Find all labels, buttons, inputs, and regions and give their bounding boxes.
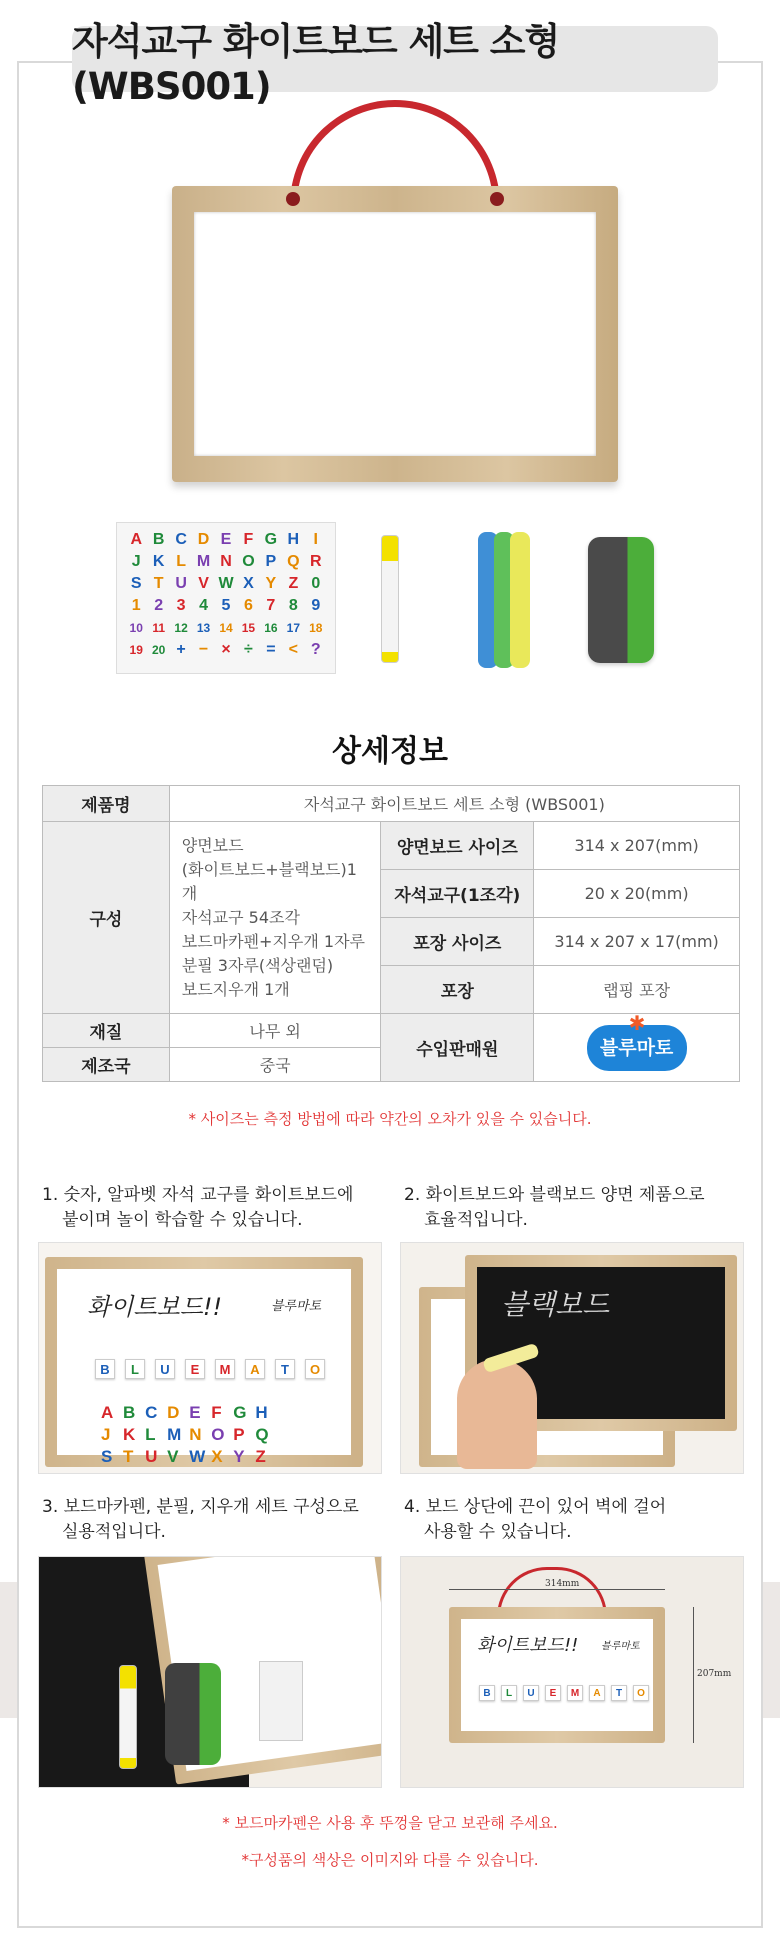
letter-tile: U [523,1685,539,1701]
letter-magnet: V [198,575,209,592]
letter-magnet: S [101,1447,113,1466]
letter-magnet: − [198,641,209,658]
letter-magnet: Z [288,575,299,592]
letter-magnet: T [123,1447,134,1466]
letter-magnet: 10 [129,621,143,635]
letter-magnet: H [287,531,300,548]
letter-magnet: 8 [288,597,298,614]
package-size-value: 314 x 207 x 17(mm) [534,918,740,966]
photo4-tiles [479,1685,649,1701]
letter-magnet: 5 [221,597,231,614]
photo1-tiles [95,1359,325,1379]
feature-2-line1: 2. 화이트보드와 블랙보드 양면 제품으로 [404,1185,705,1205]
product-name-value: 자석교구 화이트보드 세트 소형 (WBS001) [169,786,739,822]
eraser-image [588,537,654,663]
side-band-left [0,1582,17,1718]
photo3-marker [119,1665,137,1769]
letter-magnet: D [197,531,210,548]
letter-tile: L [125,1359,145,1379]
composition-item: 자석교구 54조각 [181,907,300,927]
whiteboard-surface [194,212,596,456]
photo4-handwriting: 화이트보드!! [477,1635,579,1656]
letter-magnet: M [196,553,211,570]
letter-magnet: + [176,641,186,658]
letter-tile: B [95,1359,115,1379]
letter-magnet: G [264,531,278,548]
letter-tile: M [215,1359,235,1379]
letter-tile: T [275,1359,295,1379]
composition-item: 보드지우개 1개 [181,979,290,999]
width-dimension-line [449,1589,665,1590]
photo1-handwriting: 화이트보드!! [87,1293,223,1321]
letter-magnet: B [123,1403,136,1422]
composition-item: 보드마카펜+지우개 1자루 [181,931,365,951]
letter-magnet: 11 [152,621,165,635]
photo2-chalk-text: 블랙보드 [501,1288,610,1321]
photo-blackboard [400,1242,744,1474]
letter-magnet: E [189,1403,201,1422]
magnet-size-label: 자석교구(1조각) [381,870,534,918]
material-value: 나무 외 [169,1014,381,1048]
chalk-yellow [510,532,530,668]
letter-magnet: 19 [129,643,143,657]
composition-item: (화이트보드+블랙보드)1개 [181,859,357,903]
letter-magnet: C [145,1403,158,1422]
letter-magnet: 12 [174,621,188,635]
hand-image [457,1359,537,1469]
composition-item: 양면보드 [181,835,244,855]
composition-label: 구성 [43,822,170,1014]
letter-magnet: 20 [151,643,166,657]
letter-magnet: 18 [309,621,323,635]
feature-2 [404,1183,705,1233]
letter-magnet: < [288,641,298,658]
feature-3 [42,1495,359,1545]
package-label: 포장 [381,966,534,1014]
letter-magnet: 17 [286,621,300,635]
letter-magnet: 9 [311,597,321,614]
letter-magnet: F [211,1403,222,1422]
frame-top-right [717,61,763,63]
importer-cell [534,1010,740,1082]
feature-1 [42,1183,353,1233]
letter-magnet: 4 [199,597,208,614]
letter-magnet: U [175,575,187,592]
letter-magnet: W [218,575,234,592]
letter-magnet: F [243,531,254,548]
letter-magnet: 2 [154,597,164,614]
color-note: *구성품의 색상은 이미지와 다를 수 있습니다. [241,1851,539,1869]
letter-magnet: S [130,575,142,592]
photo4-stamp: 블루마토 [601,1641,640,1652]
letter-magnet: L [145,1425,156,1444]
letter-magnet: Q [255,1425,269,1444]
photo3-eraser [165,1663,221,1765]
letter-magnet: ? [310,641,321,658]
letter-magnet: W [189,1447,206,1466]
letter-magnet: N [220,553,232,570]
magnet-letter-board [116,522,336,674]
photo-accessories [38,1556,382,1788]
feature-1-line2: 붙이며 놀이 학습할 수 있습니다. [62,1210,303,1230]
letter-magnet: U [145,1447,158,1466]
letter-magnet: P [265,553,277,570]
side-band-right [763,1582,780,1718]
photo1-stamp: 블루마토 [271,1299,322,1314]
letter-magnet: D [167,1403,180,1422]
letter-tile: E [545,1685,561,1701]
height-dimension-label: 207mm [697,1669,732,1679]
letter-tile: E [185,1359,205,1379]
marker-care-note: * 보드마카펜은 사용 후 뚜껑을 닫고 보관해 주세요. [222,1814,558,1832]
letter-magnet: P [233,1425,245,1444]
letter-magnet: J [101,1425,111,1444]
material-label: 재질 [43,1014,170,1048]
board-size-label: 양면보드 사이즈 [381,822,534,870]
letter-magnet: × [221,641,231,658]
letter-tile: A [245,1359,265,1379]
composition-list [169,822,381,1014]
feature-3-line1: 3. 보드마카펜, 분필, 지우개 세트 구성으로 [42,1497,359,1517]
star-icon: ✱ [628,1010,646,1035]
size-note: * 사이즈는 측정 방법에 따라 약간의 오차가 있을 수 있습니다. [188,1110,592,1128]
magnet-size-value: 20 x 20(mm) [534,870,740,918]
rope-knot-left [286,192,300,206]
letter-magnet: V [167,1447,179,1466]
letter-magnet: N [189,1425,202,1444]
marker-pen-image [381,535,399,663]
photo4-board [449,1607,665,1743]
letter-tile: M [567,1685,583,1701]
origin-label: 제조국 [43,1048,170,1082]
letter-magnet: 6 [243,597,253,614]
origin-value: 중국 [169,1048,381,1082]
letter-magnet: 3 [176,597,186,614]
title-banner [72,19,718,108]
rope-knot-right [490,192,504,206]
letter-magnet: O [211,1425,225,1444]
letter-magnet: B [152,531,165,548]
logo-text: 블루마토 [599,1036,674,1059]
letter-magnet: 16 [264,621,278,635]
letter-magnet: H [255,1403,268,1422]
whiteboard-image [172,186,618,482]
height-dimension-line [693,1607,694,1743]
letter-magnet: G [233,1403,247,1422]
letter-magnet: T [153,575,164,592]
letter-magnet: J [131,553,141,570]
photo1-letter-magnets [101,1403,271,1467]
letter-magnet: M [167,1425,182,1444]
letter-magnet: 7 [266,597,276,614]
letter-magnet: 0 [311,575,321,592]
letter-tile: L [501,1685,517,1701]
letter-magnet: Y [265,575,277,592]
letter-tile: O [633,1685,649,1701]
importer-label: 수입판매원 [381,1014,534,1082]
letter-magnet: K [123,1425,136,1444]
letter-tile: O [305,1359,325,1379]
feature-3-line2: 실용적입니다. [62,1522,166,1542]
letter-magnet: 14 [219,621,233,635]
letter-tile: B [479,1685,495,1701]
letter-magnet: A [130,531,142,548]
letter-magnet: X [211,1447,223,1466]
photo3-chalk-box [259,1661,303,1741]
letter-magnet: A [101,1403,114,1422]
photo-hanging [400,1556,744,1788]
board-size-value: 314 x 207(mm) [534,822,740,870]
spec-table [42,785,740,1082]
letter-magnet: I [313,531,318,548]
letter-magnet: Y [233,1447,245,1466]
letter-magnet: O [242,553,255,570]
section-title: 상세정보 [332,734,448,769]
feature-4 [404,1495,666,1545]
page-title: 자석교구 화이트보드 세트 소형 (WBS001) [72,19,560,108]
photo-magnet-play [38,1242,382,1474]
letter-magnet: Q [287,553,300,570]
bluemato-logo [587,1010,687,1071]
letter-magnet: L [176,553,186,570]
feature-1-line1: 1. 숫자, 알파벳 자석 교구를 화이트보드에 [42,1185,354,1205]
composition-item: 분필 3자루(색상랜덤) [181,955,334,975]
feature-4-line1: 4. 보드 상단에 끈이 있어 벽에 걸어 [404,1497,667,1517]
feature-2-line2: 효율적입니다. [424,1210,528,1230]
letter-tile: A [589,1685,605,1701]
letter-magnet: Z [255,1447,266,1466]
package-size-label: 포장 사이즈 [381,918,534,966]
letter-magnet: = [266,641,276,658]
letter-magnet: ÷ [244,641,253,658]
letter-magnet: E [220,531,232,548]
letter-magnet: 15 [241,621,256,635]
letter-magnet: 13 [196,621,211,635]
letter-magnet: K [152,553,165,570]
frame-top-left [17,61,73,63]
feature-4-line2: 사용할 수 있습니다. [424,1522,572,1542]
letter-magnet: 1 [131,597,141,614]
letter-tile: U [155,1359,175,1379]
package-value: 랩핑 포장 [534,966,740,1014]
product-name-label: 제품명 [43,786,170,822]
letter-magnet: R [309,553,322,570]
letter-magnet: X [243,575,254,592]
letter-magnet: C [175,531,187,548]
letter-tile: T [611,1685,627,1701]
width-dimension-label: 314mm [545,1579,580,1589]
